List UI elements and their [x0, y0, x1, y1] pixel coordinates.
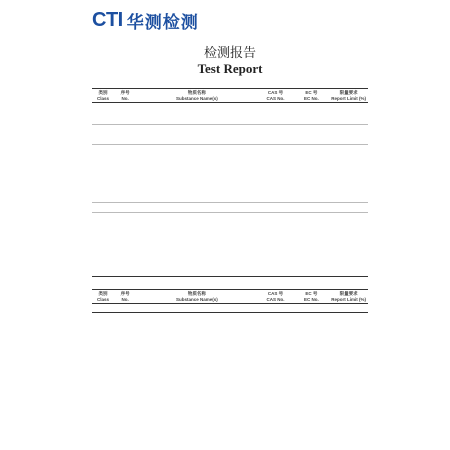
header-class: 类别 Class [92, 290, 114, 304]
header-limit: 限量要求 Report Limit (%) [331, 90, 367, 101]
svhc-table [92, 289, 368, 313]
logo-brand: CTI [92, 8, 123, 31]
report-title [92, 46, 368, 76]
table-row [92, 304, 368, 313]
table-row [92, 103, 368, 125]
header-substance: 物质名称 Substance Name(s) [136, 89, 257, 103]
header-no: 序号 No. [114, 89, 136, 103]
header-cas: CAS 号 CAS No. [258, 89, 294, 103]
header-ec: EC 号 EC No. [293, 290, 329, 304]
header-limit: 限量要求 Report Limit (%) [331, 291, 367, 302]
header-substance: 物质名称 Substance Name(s) [136, 290, 257, 304]
table-header-row [92, 290, 368, 304]
header-no: 序号 No. [114, 290, 136, 304]
header-cas: CAS 号 CAS No. [258, 290, 294, 304]
table-row [92, 125, 368, 145]
table-row [92, 145, 368, 203]
report-title-en: Test Report [197, 61, 263, 76]
report-title-cn: 检测报告 [203, 46, 256, 61]
table-row [92, 203, 368, 213]
table-row [92, 213, 368, 277]
logo-brand-cn: 华测检测 [126, 12, 199, 33]
table-header-row [92, 89, 368, 103]
header-class: 类别 Class [92, 89, 114, 103]
company-logo [92, 0, 368, 34]
substance-table [92, 88, 368, 277]
header-ec: EC 号 EC No. [293, 89, 329, 103]
